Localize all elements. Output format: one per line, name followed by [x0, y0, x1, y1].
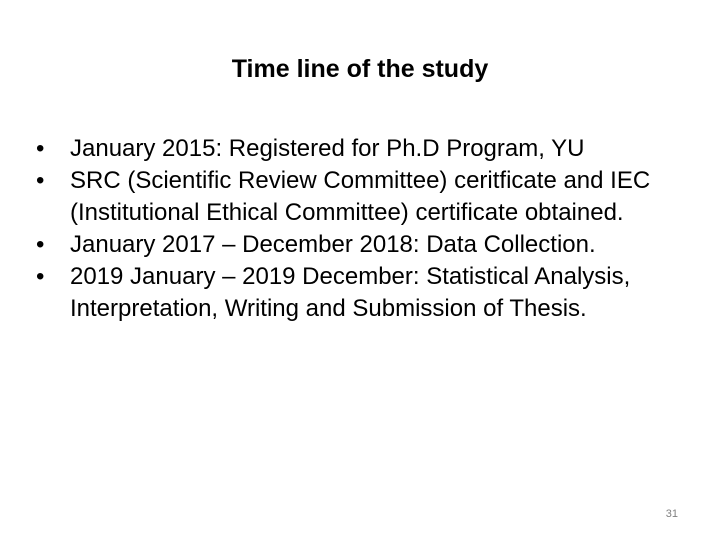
bullet-icon: • — [36, 135, 45, 162]
bullet-text: SRC (Scientific Review Committee) ceritficate and IEC (Institutional Ethical Committee) certificate obtained. — [70, 167, 651, 226]
slide-title: Time line of the study — [231, 55, 489, 83]
bullet-item-analysis — [36, 261, 686, 325]
bullet-icon: • — [36, 263, 45, 290]
bullet-text: January 2017 – December 2018: Data Collection. — [70, 231, 596, 258]
bullet-icon: • — [36, 167, 45, 194]
page-number: 31 — [665, 508, 678, 520]
bullet-icon: • — [36, 231, 45, 258]
bullet-item-registration — [36, 133, 686, 165]
bullet-list — [36, 133, 686, 325]
bullet-item-certificates — [36, 165, 686, 229]
bullet-item-data-collection — [36, 229, 686, 261]
bullet-text: January 2015: Registered for Ph.D Program, YU — [70, 135, 585, 162]
bullet-text: 2019 January – 2019 December: Statistical Analysis, Interpretation, Writing and Submission of Thesis. — [70, 263, 631, 322]
